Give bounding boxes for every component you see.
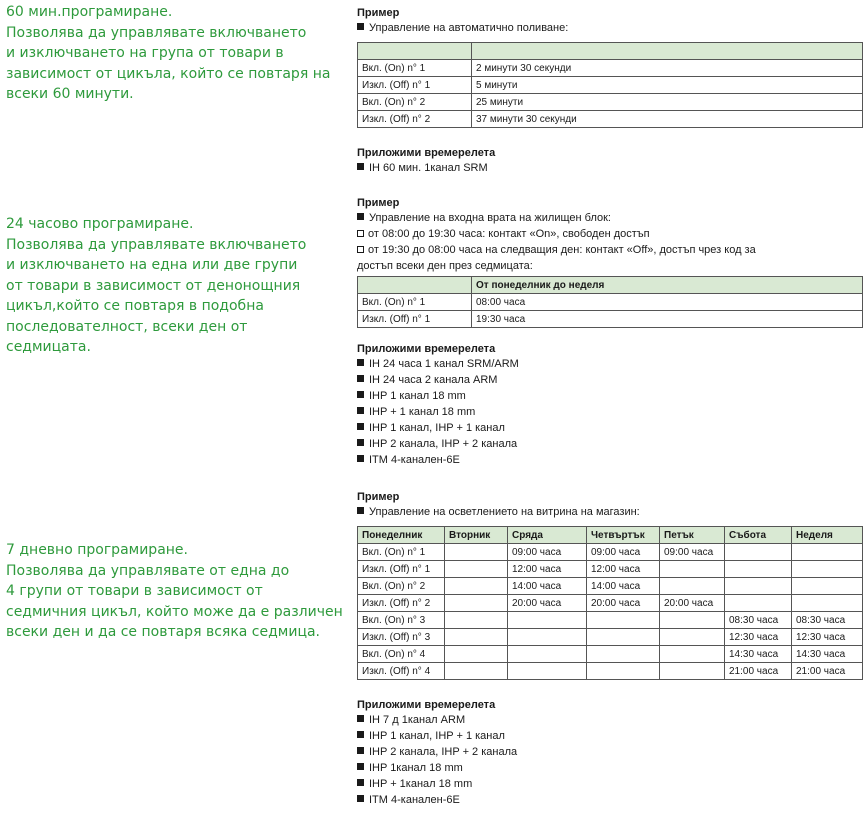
bullet-square-icon — [357, 439, 364, 446]
bullet-square-icon — [357, 23, 364, 30]
relays-title: Приложими времерелета — [357, 147, 496, 159]
example-title: Пример — [357, 7, 400, 19]
table-row: Вкл. (On) n° 3 08:30 часа 08:30 часа — [358, 612, 863, 629]
shop-window-table — [357, 526, 863, 680]
table-row: Вкл. (On) n° 2 25 минути — [358, 94, 863, 111]
bullet-square-icon — [357, 163, 364, 170]
table-row: Вкл. (On) n° 1 2 минути 30 секунди — [358, 60, 863, 77]
relay-item: IHP + 1канал 18 mm — [357, 776, 863, 792]
relay-item: IH 60 мин. 1канал SRM — [357, 160, 863, 176]
text-line: 7 дневно програмиране. — [6, 542, 188, 558]
relay-item: IH 7 д 1канал ARM — [357, 712, 863, 728]
table-row: Вкл. (On) n° 1 09:00 часа 09:00 часа 09:00 часа — [358, 544, 863, 561]
text-line: 24 часово програмиране. — [6, 216, 194, 232]
entrance-table — [357, 276, 863, 328]
section-24h — [357, 196, 863, 468]
bullet-square-icon — [357, 507, 364, 514]
table-header-row — [358, 43, 863, 60]
table-header-row: Понеделник Вторник Сряда Четвъртък Петък Събота Неделя — [358, 527, 863, 544]
bullet-square-icon — [357, 779, 364, 786]
option-line: от 08:00 до 19:30 часа: контакт «On», свободен достъп — [357, 226, 863, 242]
text-line: от товари в зависимост от денонощния — [6, 277, 301, 294]
table-row: Изкл. (Off) n° 1 5 минути — [358, 77, 863, 94]
table-row: Изкл. (Off) n° 4 21:00 часа 21:00 часа — [358, 663, 863, 680]
relay-item: IHP 1канал 18 mm — [357, 760, 863, 776]
text-line: всеки 60 минути. — [6, 86, 134, 102]
left-paragraph-60min — [6, 2, 346, 105]
example-title: Пример — [357, 197, 400, 209]
text-line: седмицата. — [6, 339, 91, 355]
left-paragraph-24h — [6, 214, 346, 358]
table-row: Изкл. (Off) n° 2 20:00 часа 20:00 часа 20:00 часа — [358, 595, 863, 612]
bullet-square-icon — [357, 715, 364, 722]
relay-item: IHP 1 канал, IHP + 1 канал — [357, 420, 863, 436]
bullet-square-icon — [357, 391, 364, 398]
table-row: Вкл. (On) n° 4 14:30 часа 14:30 часа — [358, 646, 863, 663]
section-60min — [357, 6, 863, 176]
text-line: и изключването на група от товари в — [6, 45, 284, 61]
table-row: Изкл. (Off) n° 1 19:30 часа — [358, 311, 863, 328]
checkbox-square-icon — [357, 246, 364, 253]
watering-table — [357, 42, 863, 128]
bullet-square-icon — [357, 763, 364, 770]
bullet-square-icon — [357, 213, 364, 220]
section-7d — [357, 490, 863, 808]
text-line: зависимост от цикъла, който се повтаря на — [6, 65, 331, 82]
example-text: Управление на автоматично поливане: — [357, 20, 863, 36]
text-line: цикъл,който се повтаря в подобна — [6, 298, 264, 314]
example-title: Пример — [357, 491, 400, 503]
text-line: 60 мин.програмиране. — [6, 4, 173, 20]
bullet-square-icon — [357, 731, 364, 738]
relay-item: IHP 2 канала, IHP + 2 канала — [357, 436, 863, 452]
relays-title: Приложими времерелета — [357, 343, 496, 355]
table-row: Изкл. (Off) n° 2 37 минути 30 секунди — [358, 111, 863, 128]
table-row: Вкл. (On) n° 2 14:00 часа 14:00 часа — [358, 578, 863, 595]
text-line: всеки ден и да се повтаря всяка седмица. — [6, 624, 321, 640]
bullet-square-icon — [357, 795, 364, 802]
relay-item: IH 24 часа 2 канала ARM — [357, 372, 863, 388]
option-line: от 19:30 до 08:00 часа на следващия ден: контакт «Off», достъп чрез код за — [357, 242, 863, 258]
bullet-square-icon — [357, 359, 364, 366]
relay-item: IHP 1 канал, IHP + 1 канал — [357, 728, 863, 744]
option-line-cont: достъп всеки ден през седмицата: — [357, 260, 533, 272]
text-line: Позволява да управлявате включването — [6, 236, 307, 253]
table-row: Изкл. (Off) n° 3 12:30 часа 12:30 часа — [358, 629, 863, 646]
bullet-square-icon — [357, 375, 364, 382]
bullet-square-icon — [357, 747, 364, 754]
table-row: Вкл. (On) n° 1 08:00 часа — [358, 294, 863, 311]
text-line: последователност, всеки ден от — [6, 318, 248, 335]
relay-item: ITM 4-канален-6E — [357, 792, 863, 808]
relay-item: IHP + 1 канал 18 mm — [357, 404, 863, 420]
bullet-square-icon — [357, 455, 364, 462]
relay-item: IHP 1 канал 18 mm — [357, 388, 863, 404]
text-line: Позволява да управлявате включването — [6, 24, 307, 41]
relay-item: IHP 2 канала, IHP + 2 канала — [357, 744, 863, 760]
text-line: седмичния цикъл, който може да е различен — [6, 603, 343, 620]
relays-title: Приложими времерелета — [357, 699, 496, 711]
text-line: Позволява да управлявате от една до — [6, 562, 290, 579]
relay-item: IH 24 часа 1 канал SRM/ARM — [357, 356, 863, 372]
relay-item: ITM 4-канален-6E — [357, 452, 863, 468]
text-line: и изключването на една или две групи — [6, 257, 298, 273]
checkbox-square-icon — [357, 230, 364, 237]
example-text: Управление на входна врата на жилищен блок: — [357, 210, 863, 226]
bullet-square-icon — [357, 407, 364, 414]
example-text: Управление на осветлението на витрина на магазин: — [357, 504, 863, 520]
table-header-row: От понеделник до неделя — [358, 277, 863, 294]
bullet-square-icon — [357, 423, 364, 430]
text-line: 4 групи от товари в зависимост от — [6, 583, 263, 599]
left-paragraph-7d — [6, 540, 346, 643]
table-row: Изкл. (Off) n° 1 12:00 часа 12:00 часа — [358, 561, 863, 578]
